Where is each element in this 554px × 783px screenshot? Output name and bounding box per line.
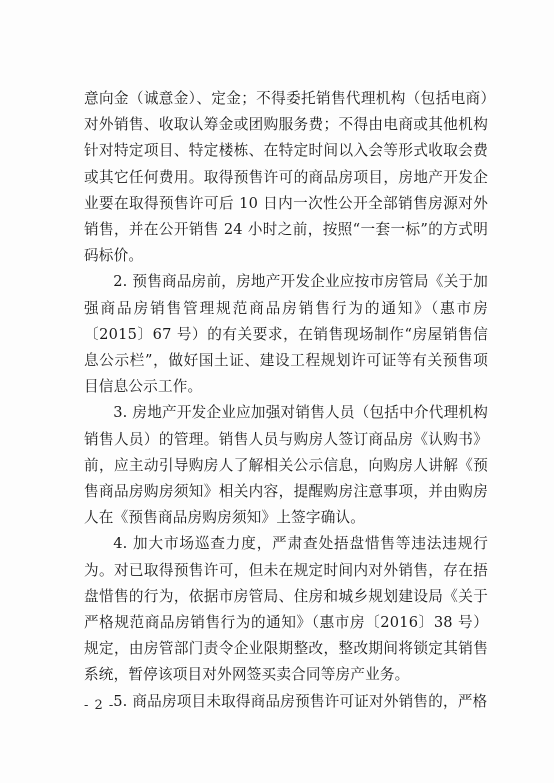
paragraph-1: 意向金（诚意金）、定金；不得委托销售代理机构（包括电商）对外销售、收取认筹金或团购服务费；不得由电商或其他机构针对特定项目、特定楼栋、在特定时间以入会等形式收取会费或其它任何费用。取得预售许可的商品房项目，房地产开发企业要在取得预售许可后 10 日内一次性公开全部销售房源对外销售，并在公开销售 24 小时之前，按照“一套一标”的方式明码标价。 xyxy=(84,90,488,265)
paragraph-3: 3. 房地产开发企业应加强对销售人员（包括中介代理机构销售人员）的管理。销售人员与购房人签订商品房《认购书》前，应主动引导购房人了解相关公示信息，向购房人讲解《预售商品房购房须知》相关内容，提醒购房注意事项，并由购房人在《预售商品房购房须知》上签字确认。 xyxy=(84,404,488,527)
paragraph-5: 5. 商品房项目未取得商品房预售许可证对外销售的，严格 xyxy=(113,692,488,710)
page-number: - 2 - xyxy=(84,698,115,713)
paragraph-2: 2. 预售商品房前，房地产开发企业应按市房管局《关于加强商品房销售管理规范商品房销售行为的通知》（惠市房〔2015〕67 号）的有关要求，在销售现场制作“房屋销售信息公示栏”，做好国土证、建设工程规划许可证等有关预售项目信息公示工作。 xyxy=(84,273,488,396)
document-body xyxy=(84,86,488,715)
paragraph-4: 4. 加大市场巡查力度，严肃查处捂盘惜售等违法违规行为。对已取得预售许可，但未在规定时间内对外销售，存在捂盘惜售的行为，依据市房管局、住房和城乡规划建设局《关于严格规范商品房销售行为的通知》（惠市房〔2016〕38 号）规定，由房管部门责令企业限期整改，整改期间将锁定其销售系统，暂停该项目对外网签买卖合同等房产业务。 xyxy=(84,535,488,684)
